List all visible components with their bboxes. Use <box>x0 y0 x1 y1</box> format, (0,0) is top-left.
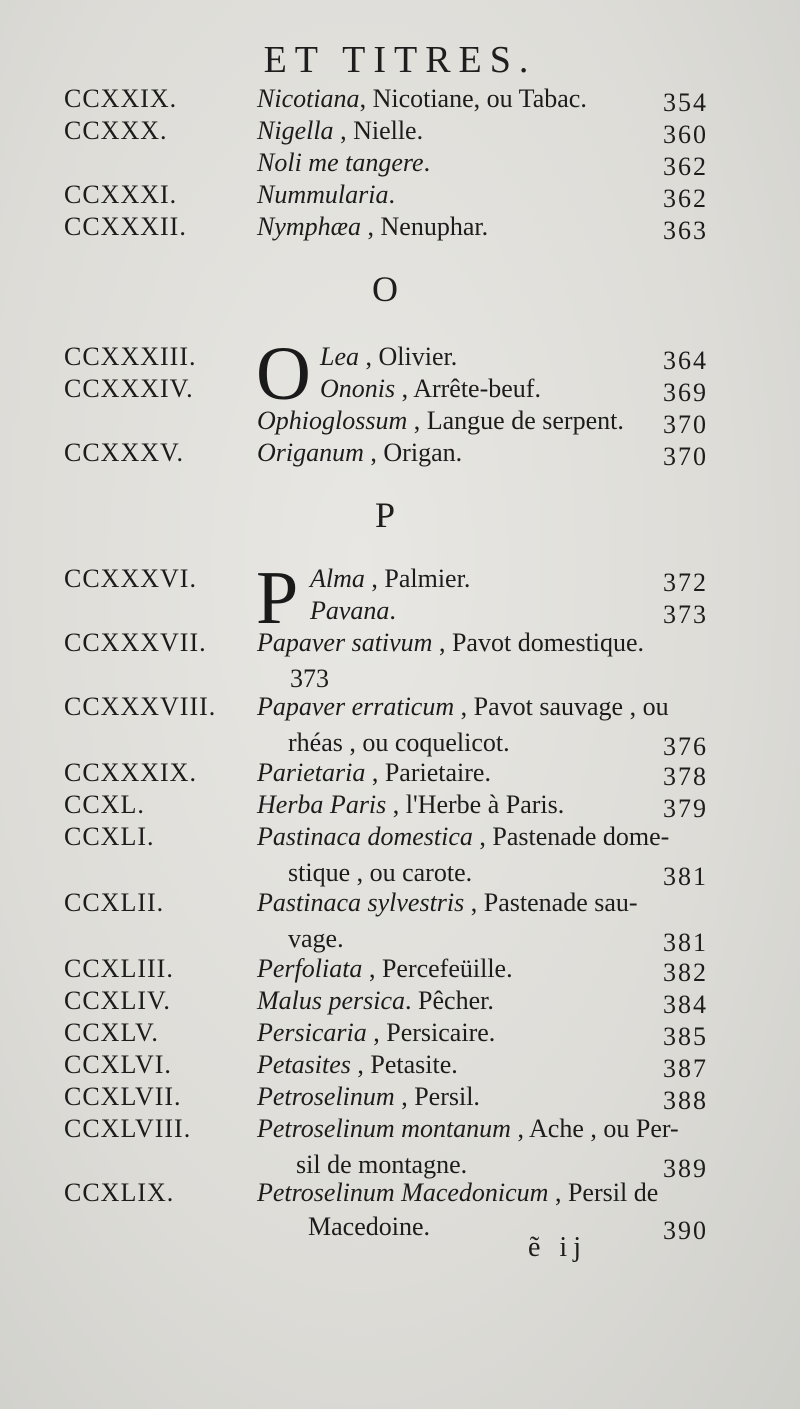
french-name: , Langue de serpent. <box>407 406 624 435</box>
entry-row <box>0 210 800 254</box>
latin-name: Herba Paris <box>257 790 387 819</box>
entry-text <box>257 404 624 438</box>
section-heading-o: O <box>372 269 398 309</box>
entry-text <box>257 146 430 180</box>
signature-mark: ẽ ij <box>528 1232 587 1263</box>
entry-number: CCXXXIX. <box>64 758 197 787</box>
entry-row <box>0 1176 800 1245</box>
french-name: , Persil. <box>394 1082 480 1111</box>
entry-text <box>257 1048 458 1082</box>
latin-name: Parietaria <box>257 758 366 787</box>
french-name: , Persicaire. <box>366 1018 496 1047</box>
continuation-text: vage. <box>288 924 344 953</box>
entry-text <box>257 178 395 212</box>
entry-text <box>257 788 564 822</box>
french-name: , Pavot sauvage , ou <box>454 692 669 721</box>
latin-name: Origanum <box>257 438 364 467</box>
french-name: , l'Herbe à Paris. <box>386 790 565 819</box>
entry-text <box>257 756 491 790</box>
entry-number: CCXLI. <box>64 822 155 851</box>
entry-number: CCXLIII. <box>64 954 174 983</box>
page-number: 384 <box>663 990 708 1019</box>
french-name: , Parietaire. <box>365 758 491 787</box>
entry-number: CCXXXV. <box>64 438 184 467</box>
page-number: 382 <box>663 958 708 987</box>
latin-name: Perfoliata <box>257 954 363 983</box>
page-number: 364 <box>663 346 708 375</box>
latin-name: Pavana <box>310 596 390 625</box>
entry-row <box>0 886 800 957</box>
french-name: , Nicotiane, ou Tabac. <box>359 84 587 113</box>
entry-text <box>257 1080 480 1114</box>
french-name: , Petasite. <box>350 1050 458 1079</box>
page-number: 390 <box>663 1216 708 1245</box>
entry-text <box>257 1176 658 1210</box>
french-name: . <box>388 180 395 209</box>
entry-text <box>257 1016 495 1050</box>
latin-name: Papaver sativum <box>257 628 433 657</box>
entry-text <box>257 952 513 986</box>
latin-name: Persicaria <box>257 1018 367 1047</box>
latin-name: Nummularia <box>257 180 389 209</box>
french-name: , Percefeüille. <box>362 954 513 983</box>
french-name: , Nielle. <box>333 116 424 145</box>
entry-text <box>257 210 488 244</box>
entry-text <box>320 340 457 374</box>
entry-number: CCXLVIII. <box>64 1114 192 1143</box>
drop-cap: P <box>256 556 299 640</box>
latin-name: Ononis <box>320 374 396 403</box>
latin-name: Nymphæa <box>257 212 361 241</box>
french-name: . <box>423 148 431 177</box>
entry-text <box>257 82 587 116</box>
entry-text <box>320 372 541 406</box>
page-number: 369 <box>663 378 708 407</box>
entry-number: CCXLIV. <box>64 986 171 1015</box>
latin-name: Pastinaca sylvestris <box>257 888 465 917</box>
entry-text <box>310 562 470 596</box>
page-number: 389 <box>663 1154 708 1183</box>
page-number: 378 <box>663 762 708 791</box>
french-name: , Persil de <box>548 1178 659 1207</box>
entry-row <box>0 626 800 693</box>
entry-text <box>257 886 638 920</box>
entry-text <box>257 1112 679 1146</box>
page-number: 373 <box>663 600 708 629</box>
french-name: , Nenuphar. <box>361 212 489 241</box>
page-number: 381 <box>663 928 708 957</box>
entry-number: CCXXXI. <box>64 180 178 209</box>
entry-number: CCXXXVII. <box>64 628 207 657</box>
latin-name: Alma <box>310 564 365 593</box>
latin-name: Papaver erraticum <box>257 692 455 721</box>
french-name: , Palmier. <box>364 564 471 593</box>
page-number: 376 <box>663 732 708 761</box>
latin-name: Nigella <box>257 116 334 145</box>
latin-name: Petroselinum montanum <box>257 1114 511 1143</box>
entry-text <box>310 594 396 628</box>
entry-row <box>0 820 800 891</box>
french-name: , Pastenade dome- <box>472 822 670 851</box>
french-name: , Origan. <box>363 438 463 467</box>
entry-number: CCXLV. <box>64 1018 159 1047</box>
page-number: 370 <box>663 410 708 439</box>
page-number: 385 <box>663 1022 708 1051</box>
entry-number: CCXLVII. <box>64 1082 182 1111</box>
page-number: 372 <box>663 568 708 597</box>
entry-number: CCXXXVI. <box>64 564 197 593</box>
entry-row <box>0 1112 800 1183</box>
entry-number: CCXXX. <box>64 116 168 145</box>
entry-row <box>0 690 800 761</box>
page-number: 354 <box>663 88 708 117</box>
entry-text <box>257 114 423 148</box>
page-number: 381 <box>663 862 708 891</box>
latin-name: Petasites <box>257 1050 351 1079</box>
french-name: , Pavot domestique. <box>432 628 645 657</box>
page-number: 363 <box>663 216 708 245</box>
entry-number: CCXXXVIII. <box>64 692 217 721</box>
french-name: , Ache , ou Per- <box>510 1114 679 1143</box>
page-number: 362 <box>663 184 708 213</box>
entry-number: CCXXIX. <box>64 84 178 113</box>
french-name: , Arrête-beuf. <box>395 374 541 403</box>
latin-name: Pastinaca domestica <box>257 822 473 851</box>
continuation-page: 373 <box>290 664 329 693</box>
french-name: , Pastenade sau- <box>464 888 638 917</box>
entry-text <box>257 436 462 470</box>
page-number: 370 <box>663 442 708 471</box>
continuation-text: Macedoine. <box>308 1212 431 1241</box>
latin-name: Noli me tangere <box>257 148 424 177</box>
latin-name: Petroselinum <box>257 1082 395 1111</box>
page-number: 362 <box>663 152 708 181</box>
entry-number: CCXLIX. <box>64 1178 175 1207</box>
continuation-text: stique , ou carote. <box>288 858 473 887</box>
entry-row <box>0 436 800 480</box>
french-name: . <box>389 596 396 625</box>
entry-text <box>257 626 644 660</box>
section-heading-p: P <box>374 495 396 535</box>
entry-text <box>257 690 669 724</box>
entry-number: CCXXXIV. <box>64 374 194 403</box>
entry-number: CCXL. <box>64 790 145 819</box>
drop-cap: O <box>256 332 311 416</box>
entry-text <box>257 820 669 854</box>
page-number: 387 <box>663 1054 708 1083</box>
latin-name: Petroselinum Macedonicum <box>257 1178 549 1207</box>
entry-number: CCXXXII. <box>64 212 187 241</box>
entry-text <box>257 984 494 1018</box>
latin-name: Nicotiana <box>257 84 360 113</box>
page-number: 379 <box>663 794 708 823</box>
entry-number: CCXXXIII. <box>64 342 197 371</box>
latin-name: Malus persica <box>257 986 406 1015</box>
page-number: 360 <box>663 120 708 149</box>
page-header: ET TITRES. <box>263 39 537 81</box>
latin-name: Lea <box>320 342 359 371</box>
continuation-text: sil de montagne. <box>296 1150 468 1179</box>
entry-number: CCXLVI. <box>64 1050 172 1079</box>
page-number: 388 <box>663 1086 708 1115</box>
entry-number: CCXLII. <box>64 888 165 917</box>
latin-name: Ophioglossum <box>257 406 408 435</box>
french-name: , Olivier. <box>359 342 458 371</box>
continuation-text: rhéas , ou coquelicot. <box>288 728 510 757</box>
french-name: . Pêcher. <box>405 986 494 1015</box>
